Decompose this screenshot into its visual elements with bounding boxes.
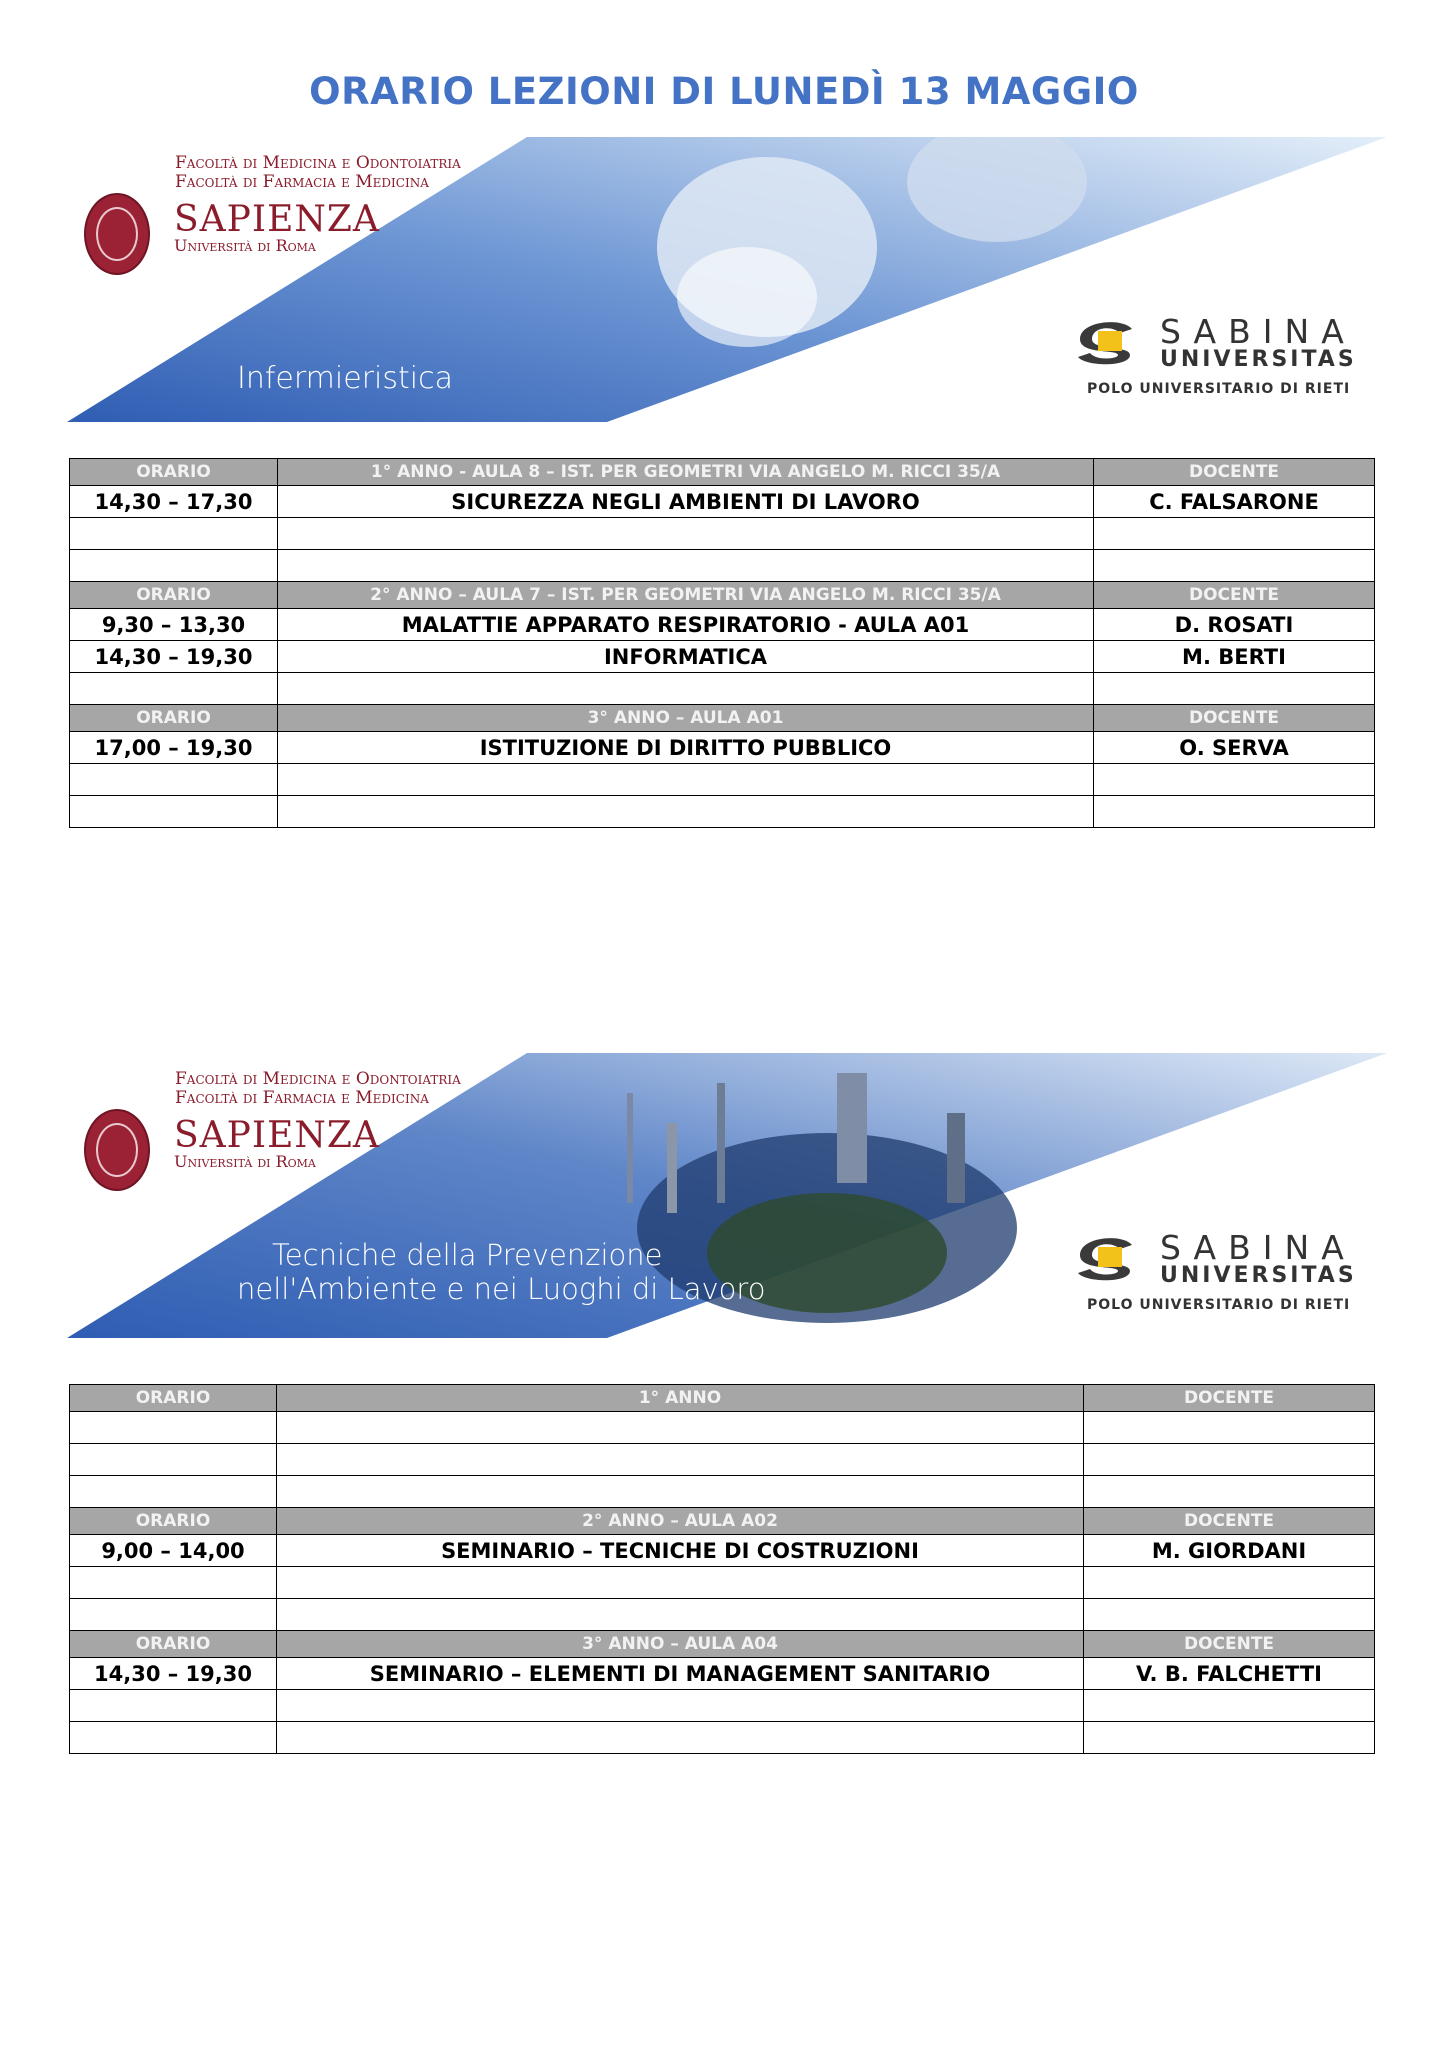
table-row: 9,00 – 14,00 SEMINARIO – TECNICHE DI COSTRUZIONI M. GIORDANI xyxy=(70,1535,1375,1567)
table-row xyxy=(70,673,1375,705)
schedule-table-infermieristica xyxy=(69,458,1375,828)
table-row xyxy=(70,1412,1375,1444)
table-row xyxy=(70,1567,1375,1599)
table-row xyxy=(70,550,1375,582)
table-header: ORARIO 1° ANNO DOCENTE xyxy=(70,1385,1375,1412)
sapienza-seal-icon xyxy=(84,193,150,275)
sabina-book-icon xyxy=(1072,1231,1142,1281)
table-row: 14,30 – 19,30 SEMINARIO – ELEMENTI DI MANAGEMENT SANITARIO V. B. FALCHETTI xyxy=(70,1658,1375,1690)
table-header: ORARIO 2° ANNO – AULA A02 DOCENTE xyxy=(70,1508,1375,1535)
faculty-text: Facoltà di Medicina e Odontoiatria Facoltà di Farmacia e Medicina xyxy=(175,1069,461,1108)
table-row xyxy=(70,1599,1375,1631)
table-header: ORARIO 3° ANNO – AULA A01 DOCENTE xyxy=(70,705,1375,732)
table-row: 14,30 – 19,30 INFORMATICA M. BERTI xyxy=(70,641,1375,673)
table-header: ORARIO 1° ANNO - AULA 8 – IST. PER GEOMETRI VIA ANGELO M. RICCI 35/A DOCENTE xyxy=(70,459,1375,486)
table-header: ORARIO 2° ANNO – AULA 7 – IST. PER GEOMETRI VIA ANGELO M. RICCI 35/A DOCENTE xyxy=(70,582,1375,609)
course-name: Infermieristica xyxy=(237,361,453,396)
table-row xyxy=(70,1476,1375,1508)
table-row: 9,30 – 13,30 MALATTIE APPARATO RESPIRATORIO - AULA A01 D. ROSATI xyxy=(70,609,1375,641)
page-title: ORARIO LEZIONI DI LUNEDÌ 13 MAGGIO xyxy=(309,70,1139,113)
banner-tecniche-prevenzione: Facoltà di Medicina e Odontoiatria Facoltà di Farmacia e Medicina SAPIENZA Università di Roma Tecniche della Prevenzione nell'Ambiente e nei Luoghi di Lavoro SABINA UNIVERSITAS POLO UNIVERSITARIO DI RIETI xyxy=(67,1053,1387,1338)
table-row xyxy=(70,1690,1375,1722)
table-row xyxy=(70,796,1375,828)
schedule-table-tecniche-prevenzione xyxy=(69,1384,1375,1754)
table-row xyxy=(70,764,1375,796)
banner-infermieristica: Facoltà di Medicina e Odontoiatria Facoltà di Farmacia e Medicina SAPIENZA Università di Roma Infermieristica SABINA UNIVERSITAS POLO UNIVERSITARIO DI RIETI xyxy=(67,137,1387,422)
sapienza-wordmark: SAPIENZA Università di Roma xyxy=(174,199,380,255)
faculty-text: Facoltà di Medicina e Odontoiatria Facoltà di Farmacia e Medicina xyxy=(175,153,461,192)
table-row xyxy=(70,1444,1375,1476)
course-name: Tecniche della Prevenzione nell'Ambiente e nei Luoghi di Lavoro xyxy=(237,1238,766,1306)
table-row: 17,00 – 19,30 ISTITUZIONE DI DIRITTO PUBBLICO O. SERVA xyxy=(70,732,1375,764)
sapienza-seal-icon xyxy=(84,1109,150,1191)
table-row: 14,30 – 17,30 SICUREZZA NEGLI AMBIENTI DI LAVORO C. FALSARONE xyxy=(70,486,1375,518)
sabina-book-icon xyxy=(1072,315,1142,365)
table-header: ORARIO 3° ANNO – AULA A04 DOCENTE xyxy=(70,1631,1375,1658)
table-row xyxy=(70,1722,1375,1754)
table-row xyxy=(70,518,1375,550)
sapienza-wordmark: SAPIENZA Università di Roma xyxy=(174,1115,380,1171)
